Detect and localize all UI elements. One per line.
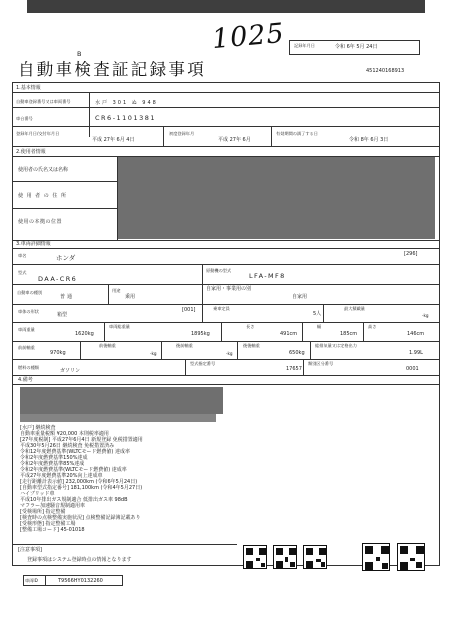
- length-value: 491cm: [280, 331, 298, 337]
- registration-date-value: 平成 27年 6月 4日: [92, 137, 135, 143]
- front-rear-axle-value: -kg: [150, 351, 157, 356]
- note-line-4: 平成30年5月26日 継続検査 免税措置済み: [20, 443, 115, 449]
- notes-redaction-mid: [20, 405, 223, 414]
- designation-number-label: 型式指定番号: [190, 361, 216, 366]
- page-title: 自動車検査証記録事項: [18, 60, 206, 79]
- expiry-label: 有効期間の満了する日: [276, 131, 318, 136]
- height-label: 高さ: [368, 324, 377, 329]
- length-label: 長さ: [246, 324, 255, 329]
- note-line-17: [受検形態] 指定整備工場: [20, 521, 76, 527]
- vehicle-weight-value: 1620kg: [75, 331, 94, 337]
- user-address-label: 使 用 者 の 住 所: [18, 193, 67, 199]
- displacement-value: 1.99L: [409, 350, 423, 356]
- plate-value: 水戸 301 ぬ 948: [95, 100, 158, 106]
- section-4-heading: 4.備考: [18, 377, 33, 383]
- handwritten-number: 1025: [210, 17, 286, 56]
- vehicle-id-label: 車両ID: [25, 578, 38, 583]
- document-number: 451240168913: [366, 68, 405, 74]
- category-number-label: 類別区分番号: [308, 361, 334, 366]
- body-shape-code: [001]: [182, 307, 196, 313]
- vehicle-kind-label: 自動車の種別: [17, 290, 43, 295]
- gross-weight-label: 車両総重量: [109, 324, 130, 329]
- caution-text: 登録事項はシステム登録時点の情報となります: [27, 557, 132, 563]
- fuel-type-label: 燃料の種類: [18, 365, 39, 370]
- designation-number-value: 17657: [286, 366, 302, 372]
- section-2-heading: 2.使用者情報: [16, 149, 46, 155]
- base-location-label: 使用の本拠の位置: [18, 219, 63, 225]
- caution-label: [注意事項]: [18, 547, 42, 553]
- max-load-value: -kg: [422, 313, 429, 318]
- note-line-15: [受検場所] 指定整備: [20, 509, 66, 515]
- displacement-label: 総排気量又は定格出力: [315, 343, 357, 348]
- first-registration-value: 平成 27年 6月: [218, 137, 251, 143]
- top-redaction: [27, 0, 425, 13]
- note-line-7: 令和2年度燃費基準85%達成: [20, 461, 85, 467]
- b-mark: B: [77, 50, 82, 58]
- section-1-heading: 1.基本情報: [16, 85, 41, 91]
- gross-weight-value: 1895kg: [191, 331, 210, 337]
- front-rear-axle-label: 前後軸重: [99, 343, 116, 348]
- note-line-8: 令和2年度燃費基準(WLTCモード燃費値) 達成率: [20, 467, 127, 473]
- note-line-18: [整備工場コード] 45-01018: [20, 527, 85, 533]
- body-shape-label: 車体の形状: [18, 309, 39, 314]
- qr-code-3: [303, 545, 327, 569]
- note-line-9: 平成27年度燃費基準20%向上達成車: [20, 473, 103, 479]
- engine-type-value: LFA-MF8: [249, 272, 286, 280]
- user-name-label: 使用者の氏名又は名称: [18, 167, 69, 173]
- plate-label: 自動車登録番号又は車両番号: [16, 99, 71, 104]
- use-label: 用途: [112, 288, 121, 293]
- type-value: DAA-CR6: [38, 275, 78, 283]
- expiry-value: 令和 8年 6月 3日: [349, 137, 389, 143]
- rear-front-axle-label: 後前軸重: [176, 343, 193, 348]
- qr-code-5: [397, 543, 425, 571]
- rear-rear-axle-value: 650kg: [289, 350, 305, 356]
- engine-type-label: 原動機の型式: [206, 268, 232, 273]
- qr-code-2: [273, 545, 297, 569]
- note-line-3: [27年度税制] 平成27年6月4日 新規登録 免税措置適用: [20, 437, 143, 443]
- business-use-label: 自家用・事業用の別: [206, 286, 252, 292]
- use-value: 乗用: [125, 294, 136, 300]
- vehicle-weight-label: 車両重量: [18, 327, 35, 332]
- width-value: 185cm: [340, 331, 358, 337]
- note-line-13: 平成10年排出ガス規制適合 低排出ガス車 98dB: [20, 497, 128, 503]
- record-date-label: 記録年月日: [294, 43, 315, 48]
- note-line-16: [検査時の点検整備実施状況] 点検整備記録簿記載あり: [20, 515, 141, 521]
- qr-code-1: [243, 545, 267, 569]
- notes-redaction-band: [20, 414, 216, 422]
- max-load-label: 最大積載量: [344, 306, 365, 311]
- capacity-label: 乗車定員: [213, 306, 230, 311]
- make-value: ホンダ: [56, 254, 76, 262]
- first-registration-label: 初度登録年月: [169, 131, 195, 136]
- qr-code-4: [362, 543, 390, 571]
- category-number-value: 0001: [406, 366, 419, 372]
- rear-rear-axle-label: 後後軸重: [243, 343, 260, 348]
- note-line-6: 令和2年度燃費基準150%達成: [20, 455, 88, 461]
- width-label: 幅: [317, 324, 322, 329]
- notes-redaction-top: [20, 387, 223, 405]
- note-line-11: [自動車型式指定番号] 181,100km (令和4年5月27日): [20, 485, 143, 491]
- note-line-12: ハイブリッド車: [20, 491, 55, 497]
- note-line-14: マフラー加速騒音規制適用車: [20, 503, 86, 509]
- vehicle-kind-value: 普通: [60, 294, 75, 300]
- capacity-value: 5人: [313, 311, 322, 317]
- fuel-type-value: ガソリン: [60, 368, 81, 374]
- chassis-value: CR6-1101381: [95, 114, 156, 122]
- record-date-value: 令和 6年 5月 24日: [335, 44, 378, 50]
- chassis-label: 車台番号: [16, 116, 33, 121]
- note-line-2: 自動車重量税額 ¥20,000 本則税率適用: [20, 431, 109, 437]
- make-label: 車名: [18, 253, 27, 258]
- vehicle-id-value: T9566HY0132260: [58, 578, 103, 584]
- type-label: 型式: [18, 270, 27, 275]
- business-use-value: 自家用: [292, 294, 308, 300]
- note-line-5: 令和12年度燃費基準(WLTCモード燃費値) 達成率: [20, 449, 130, 455]
- model-number: [296]: [404, 251, 418, 257]
- note-line-10: [走行距離計表示値] 232,000km (令和6年5月24日): [20, 479, 138, 485]
- registration-date-label: 登録年月日/交付年月日: [16, 131, 60, 136]
- front-front-axle-value: 970kg: [50, 350, 66, 356]
- note-line-1: [水戸] 継続検査: [20, 425, 56, 431]
- rear-front-axle-value: -kg: [226, 351, 233, 356]
- body-shape-value: 箱型: [57, 312, 68, 318]
- user-info-redaction: [118, 157, 435, 239]
- front-front-axle-label: 前前軸重: [18, 345, 35, 350]
- height-value: 146cm: [407, 331, 425, 337]
- section-3-heading: 3.車両詳細情報: [16, 241, 51, 247]
